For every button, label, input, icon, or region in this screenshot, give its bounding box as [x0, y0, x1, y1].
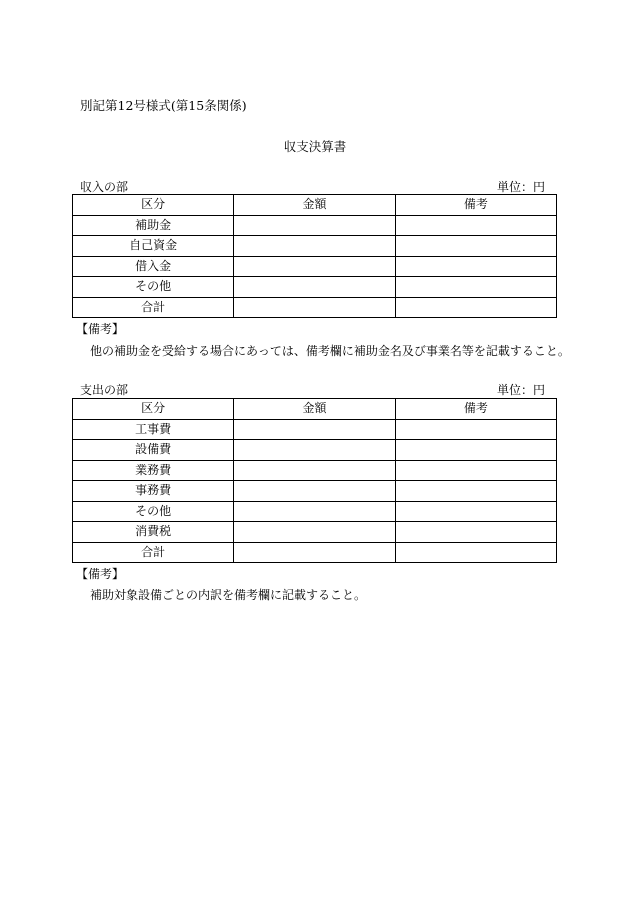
table-row: [73, 419, 557, 440]
expense-section-header: [80, 381, 545, 398]
amount-cell[interactable]: [234, 481, 395, 502]
income-col-amount: 金額: [234, 195, 395, 216]
income-row-label: 補助金: [73, 215, 234, 236]
table-row: [73, 460, 557, 481]
remarks-cell[interactable]: [395, 522, 556, 543]
amount-cell[interactable]: [234, 236, 395, 257]
income-note-title: 【備考】: [76, 322, 125, 336]
amount-cell[interactable]: [234, 297, 395, 318]
income-section-label: 収入の部: [80, 180, 129, 194]
remarks-cell[interactable]: [395, 236, 556, 257]
table-row: [73, 440, 557, 461]
income-row-label: その他: [73, 277, 234, 298]
table-row: [73, 256, 557, 277]
income-section-header: [80, 178, 545, 195]
remarks-cell[interactable]: [395, 460, 556, 481]
table-row: [73, 522, 557, 543]
income-col-remarks: 備考: [395, 195, 556, 216]
expense-row-label: 業務費: [73, 460, 234, 481]
expense-section-label: 支出の部: [80, 383, 129, 397]
amount-cell[interactable]: [234, 460, 395, 481]
table-row: [73, 236, 557, 257]
expense-row-label: 事務費: [73, 481, 234, 502]
expense-row-label: 消費税: [73, 522, 234, 543]
remarks-cell[interactable]: [395, 297, 556, 318]
expense-row-label: その他: [73, 501, 234, 522]
table-row: [73, 277, 557, 298]
amount-cell[interactable]: [234, 522, 395, 543]
document-title: 収支決算書: [283, 139, 347, 154]
income-col-category: 区分: [73, 195, 234, 216]
amount-cell[interactable]: [234, 277, 395, 298]
table-row: [73, 501, 557, 522]
remarks-cell[interactable]: [395, 440, 556, 461]
expense-note-body: 補助対象設備ごとの内訳を備考欄に記載すること。: [90, 588, 367, 602]
remarks-cell[interactable]: [395, 501, 556, 522]
remarks-cell[interactable]: [395, 215, 556, 236]
expense-row-label: 合計: [73, 542, 234, 563]
remarks-cell[interactable]: [395, 481, 556, 502]
remarks-cell[interactable]: [395, 419, 556, 440]
income-table: [72, 194, 557, 318]
table-row: [73, 542, 557, 563]
income-row-label: 借入金: [73, 256, 234, 277]
table-row: [73, 215, 557, 236]
income-note-body: 他の補助金を受給する場合にあっては、備考欄に補助金名及び事業名等を記載すること。: [90, 344, 570, 358]
amount-cell[interactable]: [234, 542, 395, 563]
expense-col-amount: 金額: [234, 399, 395, 420]
amount-cell[interactable]: [234, 419, 395, 440]
amount-cell[interactable]: [234, 215, 395, 236]
expense-unit-label: 単位：円: [496, 383, 545, 397]
table-row: [73, 297, 557, 318]
expense-note-title: 【備考】: [76, 567, 125, 581]
amount-cell[interactable]: [234, 440, 395, 461]
expense-col-remarks: 備考: [395, 399, 556, 420]
expense-row-label: 設備費: [73, 440, 234, 461]
remarks-cell[interactable]: [395, 277, 556, 298]
income-row-label: 合計: [73, 297, 234, 318]
expense-col-category: 区分: [73, 399, 234, 420]
amount-cell[interactable]: [234, 256, 395, 277]
remarks-cell[interactable]: [395, 256, 556, 277]
expense-header-row: [73, 399, 557, 420]
expense-row-label: 工事費: [73, 419, 234, 440]
expense-table: [72, 398, 557, 563]
table-row: [73, 481, 557, 502]
income-header-row: [73, 195, 557, 216]
form-number: 別記第12号様式(第15条関係): [80, 98, 247, 113]
income-row-label: 自己資金: [73, 236, 234, 257]
remarks-cell[interactable]: [395, 542, 556, 563]
income-unit-label: 単位：円: [496, 180, 545, 194]
amount-cell[interactable]: [234, 501, 395, 522]
